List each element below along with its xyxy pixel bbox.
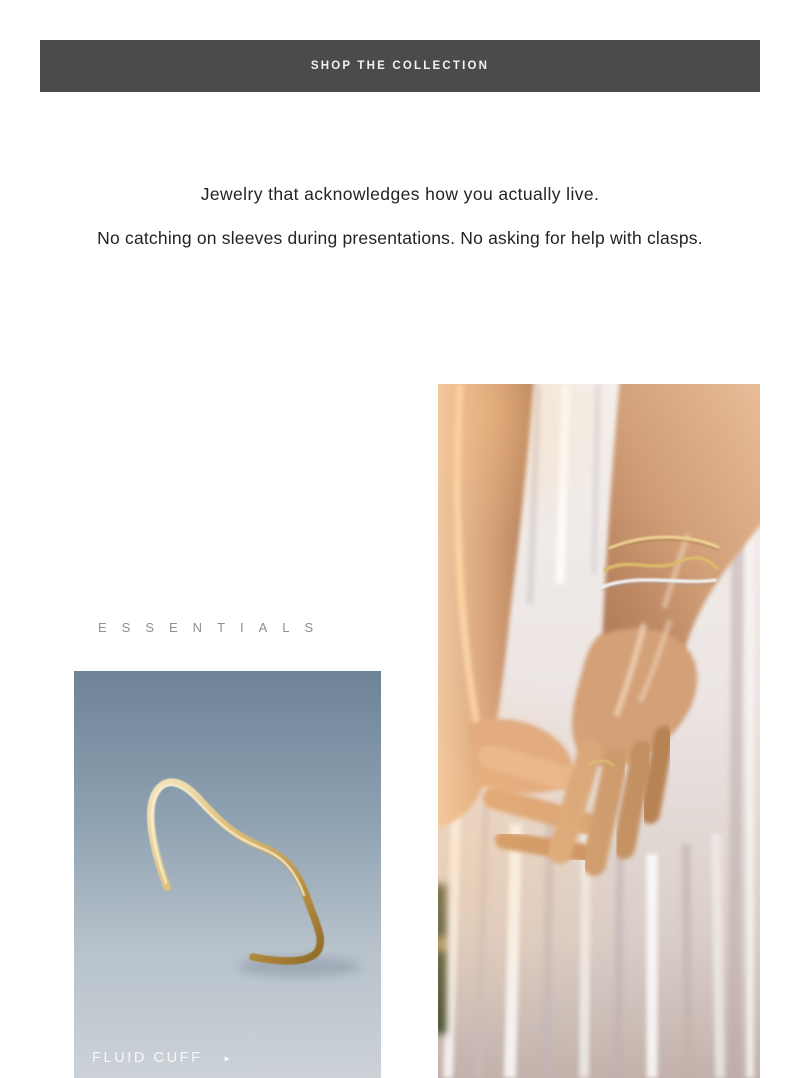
product-name[interactable]: FLUID CUFF (92, 1050, 203, 1066)
product-card-fluid-cuff[interactable] (74, 671, 381, 1078)
lifestyle-photo (438, 384, 760, 1078)
fluid-cuff-product-image (74, 671, 381, 1078)
product-card-label-row[interactable] (92, 1050, 230, 1066)
lifestyle-photo-art (438, 384, 760, 1078)
section-label-essentials: ESSENTIALS (98, 620, 329, 635)
card-background (74, 671, 381, 1078)
shop-collection-button[interactable]: SHOP THE COLLECTION (40, 40, 760, 92)
intro-subline: No catching on sleeves during presentations. No asking for help with clasps. (97, 228, 703, 248)
arrow-right-icon[interactable]: ▸ (224, 1053, 230, 1064)
intro-headline: Jewelry that acknowledges how you actually live. (200, 184, 600, 204)
